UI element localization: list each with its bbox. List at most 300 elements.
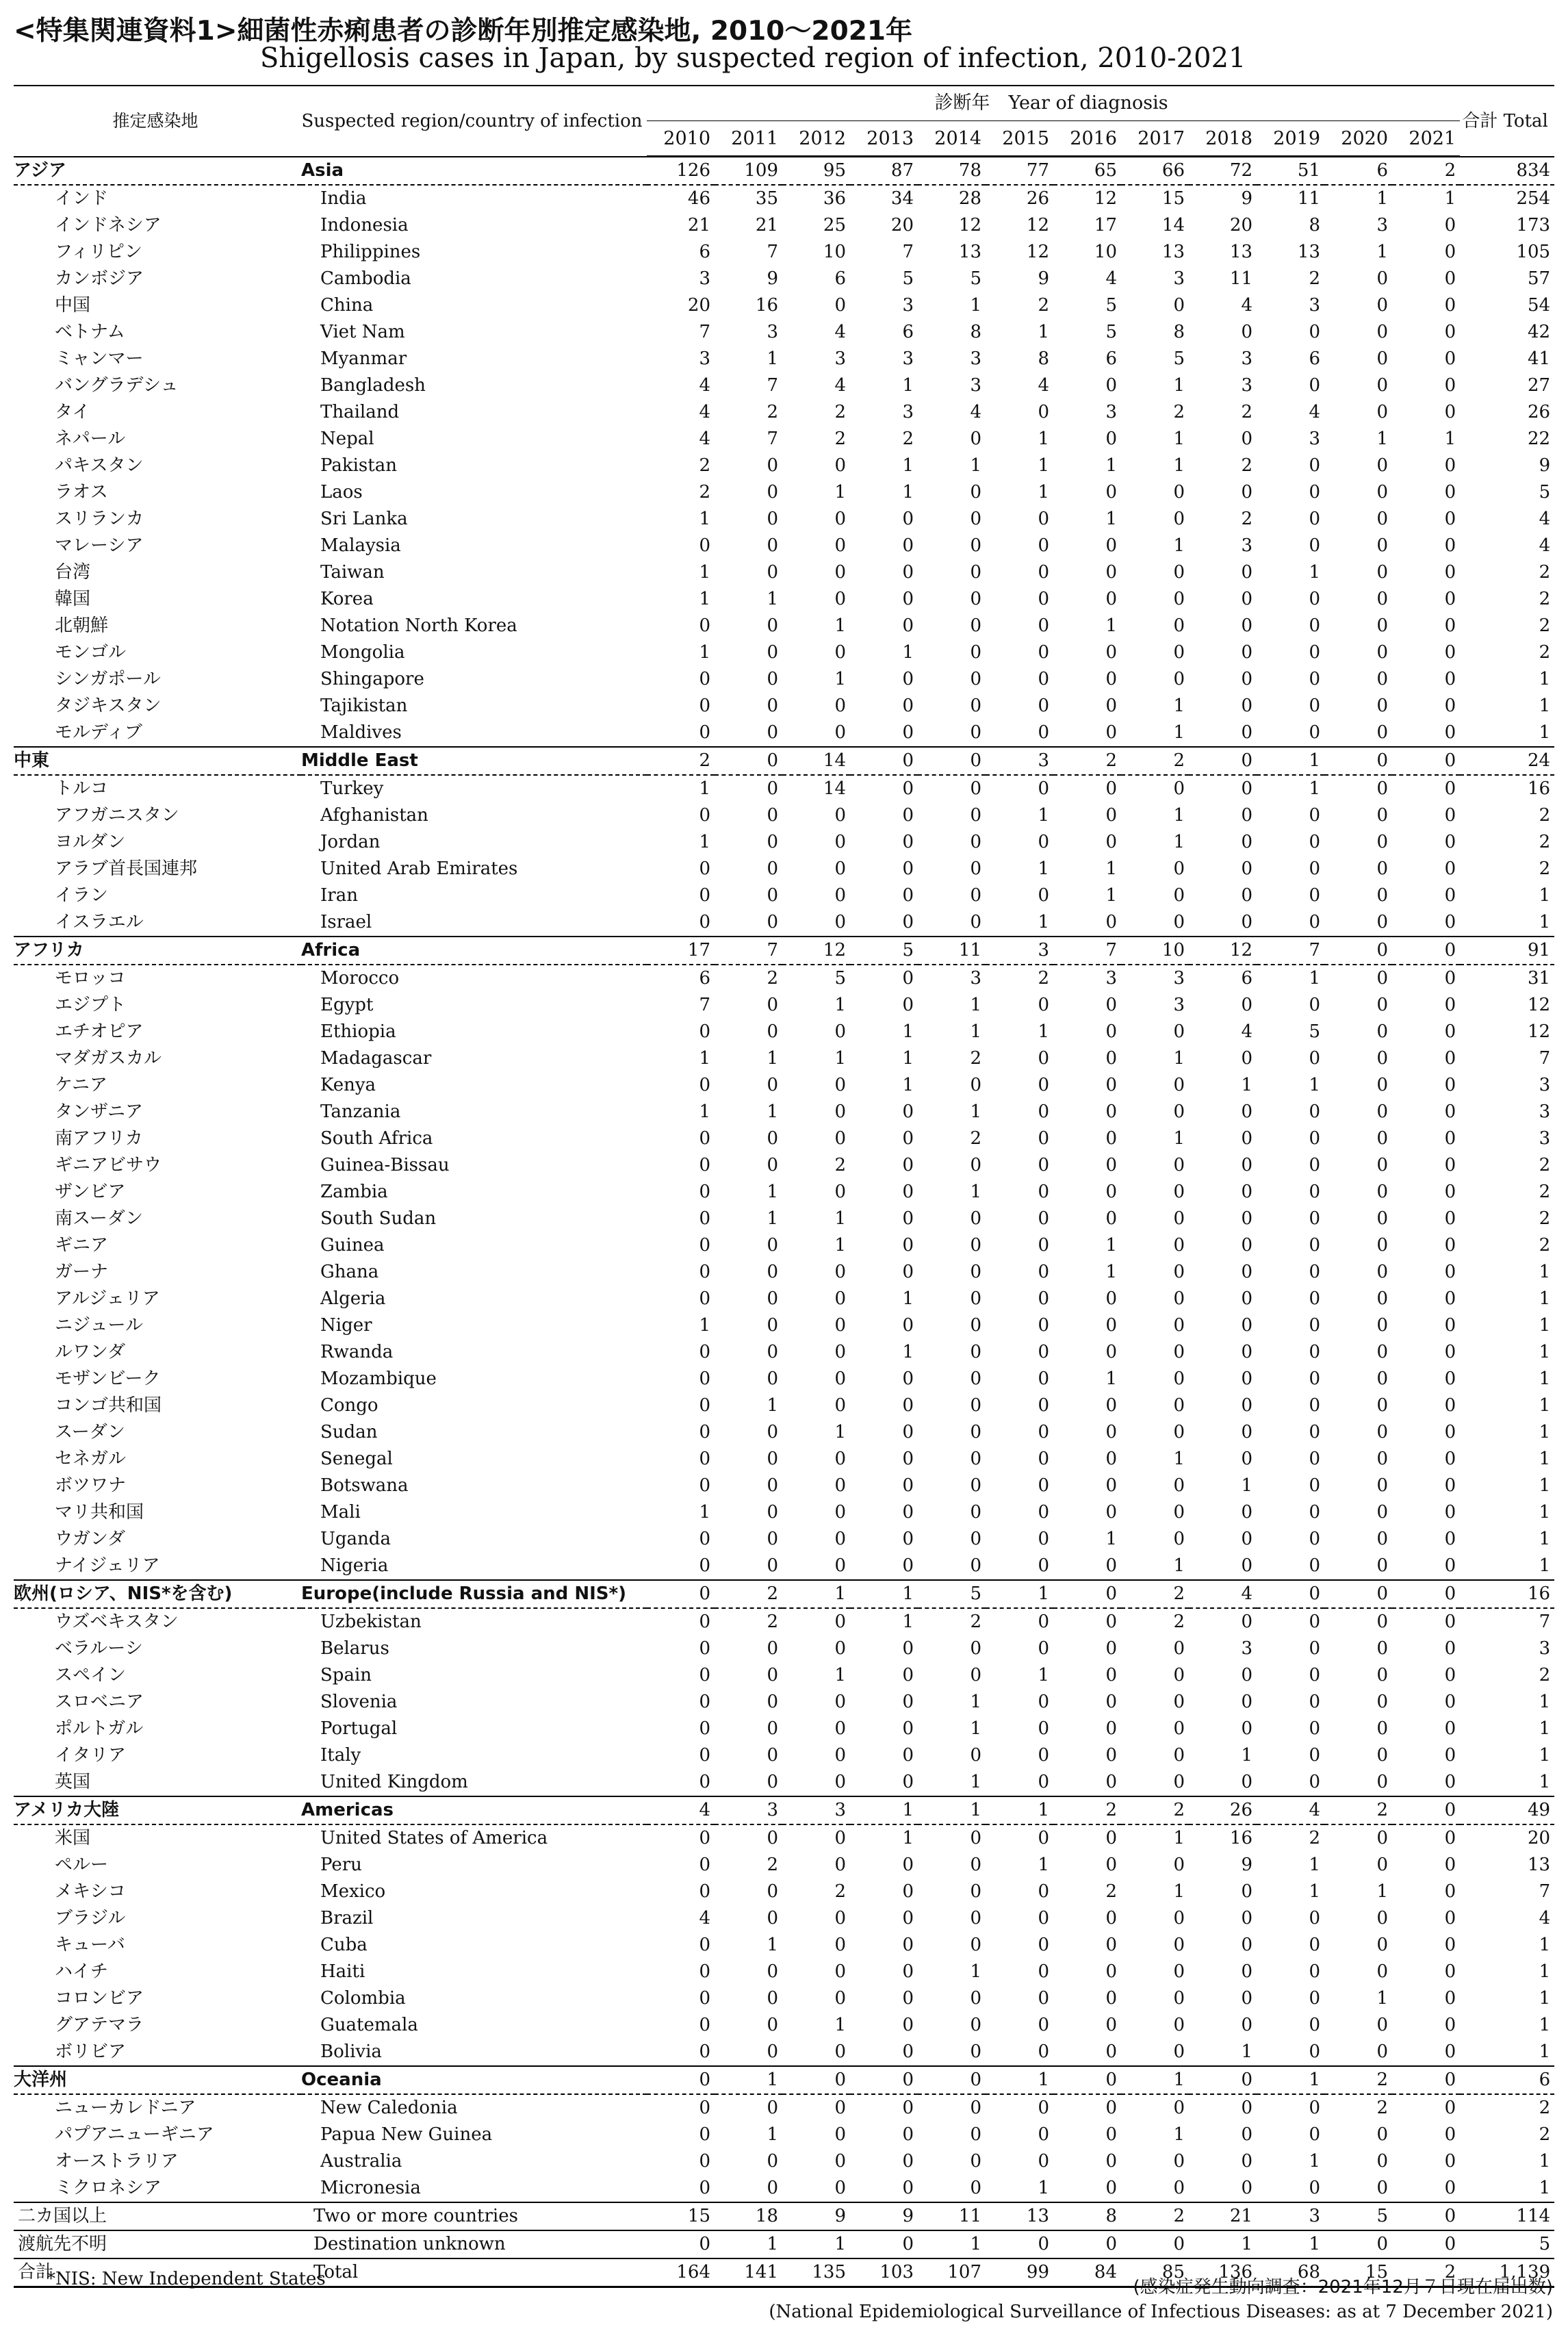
- year-count-cell: 0: [1309, 995, 1320, 1015]
- name-en-cell: Guinea-Bissau: [320, 1155, 450, 1175]
- total-cell: 4: [1539, 535, 1551, 556]
- year-count-cell: 0: [1105, 642, 1117, 663]
- total-cell: 54: [1528, 295, 1551, 316]
- year-count-cell: 3: [1105, 968, 1117, 989]
- year-count-cell: 1: [1105, 885, 1117, 906]
- total-cell: 1: [1539, 1935, 1551, 1955]
- year-count-cell: 0: [834, 455, 846, 476]
- year-count-cell: 0: [1241, 1288, 1252, 1309]
- year-count-cell: 1: [715, 2066, 782, 2094]
- country-row: [14, 909, 1554, 937]
- year-count-cell: 0: [970, 2151, 981, 2172]
- year-count-cell: 1: [699, 642, 710, 663]
- total-cell: 2: [1539, 805, 1551, 826]
- year-count-cell: 0: [1376, 375, 1388, 396]
- year-count-cell: 0: [1444, 968, 1456, 989]
- name-en-cell: New Caledonia: [320, 2098, 458, 2118]
- year-count-cell: 0: [1376, 995, 1388, 1015]
- year-count-cell: 0: [1173, 2041, 1185, 2062]
- country-row: [14, 829, 1554, 856]
- year-count-cell: 10: [823, 242, 846, 262]
- year-count-cell: 141: [715, 2258, 782, 2287]
- year-count-cell: 0: [699, 1935, 710, 1955]
- year-count-cell: 0: [902, 1718, 914, 1739]
- year-count-cell: 6: [1309, 348, 1320, 369]
- name-en-cell: United Arab Emirates: [320, 858, 518, 879]
- year-count-cell: 0: [1444, 1475, 1456, 1496]
- country-row: [14, 533, 1554, 559]
- total-cell: 2: [1539, 832, 1551, 852]
- name-jp-cell: 欧州(ロシア、NIS*を含む): [14, 1580, 301, 1608]
- year-count-cell: 1: [699, 509, 710, 529]
- summary-row: [14, 2202, 1554, 2230]
- year-count-cell: 2: [1038, 968, 1049, 989]
- country-row: [14, 802, 1554, 829]
- year-count-cell: 0: [767, 509, 778, 529]
- name-en-cell: Europe(include Russia and NIS*): [301, 1580, 647, 1608]
- year-count-cell: 0: [1444, 482, 1456, 502]
- total-cell: 1: [1539, 696, 1551, 716]
- year-count-cell: 0: [1173, 1288, 1185, 1309]
- year-count-cell: 0: [902, 589, 914, 609]
- year-count-cell: 0: [767, 2178, 778, 2198]
- year-count-cell: 0: [1241, 669, 1252, 689]
- total-cell: 1: [1539, 1988, 1551, 2009]
- year-count-cell: 1: [699, 1102, 710, 1122]
- year-count-cell: 0: [1038, 722, 1049, 743]
- name-jp-cell: エチオピア: [55, 1021, 144, 1042]
- year-count-cell: 0: [1376, 348, 1388, 369]
- year-count-cell: 0: [1309, 1262, 1320, 1282]
- year-count-cell: 9: [850, 2202, 918, 2230]
- year-count-cell: 0: [902, 1475, 914, 1496]
- name-en-cell: Egypt: [320, 995, 374, 1015]
- year-count-cell: 0: [1038, 402, 1049, 422]
- year-count-cell: 3: [902, 348, 914, 369]
- year-count-cell: 1: [834, 995, 846, 1015]
- year-count-cell: 7: [767, 242, 778, 262]
- year-count-cell: 0: [850, 747, 918, 775]
- year-count-cell: 0: [767, 885, 778, 906]
- year-count-cell: 0: [1105, 778, 1117, 799]
- year-count-cell: 0: [767, 1988, 778, 2009]
- name-jp-cell: イタリア: [55, 1745, 127, 1766]
- year-count-cell: 0: [1105, 535, 1117, 556]
- year-count-cell: 1: [767, 2124, 778, 2145]
- year-count-cell: 0: [1376, 1021, 1388, 1042]
- name-jp-cell: ハイチ: [55, 1961, 109, 1982]
- year-count-cell: 0: [1309, 1612, 1320, 1632]
- year-count-cell: 0: [902, 1638, 914, 1659]
- year-count-cell: 0: [1309, 2098, 1320, 2118]
- total-cell: 5: [1460, 2230, 1554, 2258]
- year-count-cell: 0: [1309, 1342, 1320, 1362]
- total-cell: 16: [1460, 1580, 1554, 1608]
- year-count-cell: 0: [1173, 778, 1185, 799]
- year-count-cell: 0: [1444, 535, 1456, 556]
- total-cell: 12: [1528, 995, 1551, 1015]
- year-count-cell: 1: [1189, 2230, 1257, 2258]
- name-en-cell: Total: [301, 2258, 647, 2287]
- year-count-cell: 164: [647, 2258, 715, 2287]
- year-count-cell: 0: [902, 1395, 914, 1416]
- year-count-cell: 2: [699, 455, 710, 476]
- year-count-cell: 1: [902, 1288, 914, 1309]
- total-cell: 1: [1539, 912, 1551, 932]
- year-count-cell: 0: [834, 2178, 846, 2198]
- year-count-cell: 1: [1173, 1555, 1185, 1576]
- year-count-cell: 0: [1241, 1529, 1252, 1549]
- year-count-cell: 0: [1241, 1612, 1252, 1632]
- year-count-cell: 0: [1173, 1369, 1185, 1389]
- year-count-cell: 0: [902, 1208, 914, 1229]
- year-count-cell: 0: [699, 1208, 710, 1229]
- year-count-cell: 0: [1444, 2098, 1456, 2118]
- name-en-cell: Papua New Guinea: [320, 2124, 493, 2145]
- name-jp-cell: 南アフリカ: [55, 1128, 143, 1149]
- year-count-cell: 0: [902, 2124, 914, 2145]
- year-count-cell: 0: [1444, 1772, 1456, 1792]
- name-jp-cell: ルワンダ: [55, 1342, 125, 1362]
- year-count-cell: 0: [1444, 215, 1456, 236]
- year-count-cell: 2: [1392, 157, 1460, 186]
- year-count-cell: 0: [970, 562, 981, 583]
- year-count-cell: 0: [970, 1155, 981, 1175]
- year-count-cell: 1: [1105, 1235, 1117, 1256]
- year-count-cell: 1: [1038, 1021, 1049, 1042]
- year-count-cell: 0: [1173, 2098, 1185, 2118]
- year-count-cell: 13: [1161, 242, 1185, 262]
- year-count-cell: 95: [782, 157, 850, 186]
- year-count-cell: 0: [834, 1395, 846, 1416]
- year-count-cell: 4: [647, 1796, 715, 1824]
- year-count-cell: 0: [1376, 642, 1388, 663]
- year-count-cell: 1: [699, 562, 710, 583]
- year-count-cell: 0: [1376, 268, 1388, 289]
- year-count-cell: 1: [1173, 429, 1185, 449]
- total-cell: 114: [1460, 2202, 1554, 2230]
- name-en-cell: Guinea: [320, 1235, 385, 1256]
- year-count-cell: 0: [834, 1449, 846, 1469]
- country-row: [14, 1019, 1554, 1045]
- total-cell: 1: [1539, 2151, 1551, 2172]
- year-count-cell: 0: [1105, 1475, 1117, 1496]
- year-count-cell: 0: [1241, 562, 1252, 583]
- year-count-cell: 0: [970, 912, 981, 932]
- year-count-cell: 0: [1376, 1908, 1388, 1929]
- year-count-cell: 28: [958, 188, 981, 209]
- year-count-cell: 0: [902, 2015, 914, 2035]
- total-cell: 27: [1528, 375, 1551, 396]
- year-count-cell: 0: [834, 1021, 846, 1042]
- year-count-cell: 0: [902, 1235, 914, 1256]
- year-count-cell: 12: [1026, 242, 1049, 262]
- year-count-cell: 0: [1038, 2098, 1049, 2118]
- region-row: [14, 937, 1554, 965]
- year-count-cell: 3: [902, 402, 914, 422]
- year-count-cell: 0: [1105, 1772, 1117, 1792]
- year-count-cell: 0: [1309, 1048, 1320, 1069]
- year-count-cell: 1: [986, 2066, 1053, 2094]
- year-count-cell: 1: [1105, 858, 1117, 879]
- year-count-cell: 0: [970, 1988, 981, 2009]
- year-count-cell: 0: [834, 1262, 846, 1282]
- header-year-2016: 2016: [1053, 121, 1121, 157]
- year-count-cell: 1: [1376, 1988, 1388, 2009]
- year-count-cell: 0: [1241, 2124, 1252, 2145]
- year-count-cell: 0: [1173, 2151, 1185, 2172]
- name-jp-cell: グアテマラ: [55, 2015, 144, 2035]
- year-count-cell: 0: [1444, 1935, 1456, 1955]
- name-en-cell: Philippines: [320, 242, 421, 262]
- year-count-cell: 0: [1309, 832, 1320, 852]
- year-count-cell: 0: [970, 2015, 981, 2035]
- year-count-cell: 0: [1376, 1935, 1388, 1955]
- year-count-cell: 0: [767, 1342, 778, 1362]
- total-cell: 5: [1539, 482, 1551, 502]
- year-count-cell: 0: [1444, 1908, 1456, 1929]
- year-count-cell: 0: [1105, 696, 1117, 716]
- summary-row: [14, 2230, 1554, 2258]
- year-count-cell: 0: [1444, 242, 1456, 262]
- year-count-cell: 14: [782, 747, 850, 775]
- year-count-cell: 0: [1309, 1395, 1320, 1416]
- year-count-cell: 0: [1105, 1075, 1117, 1095]
- year-count-cell: 0: [902, 509, 914, 529]
- year-count-cell: 0: [699, 1692, 710, 1712]
- year-count-cell: 0: [1241, 615, 1252, 636]
- year-count-cell: 0: [902, 2178, 914, 2198]
- year-count-cell: 3: [970, 375, 981, 396]
- year-count-cell: 0: [699, 1369, 710, 1389]
- name-en-cell: Middle East: [301, 747, 647, 775]
- year-count-cell: 0: [1105, 1961, 1117, 1982]
- year-count-cell: 0: [1038, 1262, 1049, 1282]
- header-year-2020: 2020: [1324, 121, 1392, 157]
- year-count-cell: 1: [834, 2015, 846, 2035]
- total-cell: 1: [1539, 1369, 1551, 1389]
- total-cell: 42: [1528, 322, 1551, 342]
- year-count-cell: 0: [970, 2178, 981, 2198]
- year-count-cell: 0: [1444, 1502, 1456, 1523]
- year-count-cell: 2: [767, 968, 778, 989]
- year-count-cell: 0: [970, 1422, 981, 1442]
- year-count-cell: 0: [970, 2098, 981, 2118]
- name-en-cell: Guatemala: [320, 2015, 418, 2035]
- name-jp-cell: トルコ: [55, 778, 109, 799]
- name-en-cell: Notation North Korea: [320, 615, 517, 636]
- total-cell: 2: [1539, 1182, 1551, 1202]
- year-count-cell: 0: [1309, 1128, 1320, 1149]
- total-cell: 12: [1528, 1021, 1551, 1042]
- year-count-cell: 0: [1376, 1638, 1388, 1659]
- year-count-cell: 6: [1105, 348, 1117, 369]
- year-count-cell: 0: [1444, 322, 1456, 342]
- year-count-cell: 0: [902, 885, 914, 906]
- total-cell: 41: [1528, 348, 1551, 369]
- year-count-cell: 0: [1173, 1772, 1185, 1792]
- year-count-cell: 1: [767, 1208, 778, 1229]
- year-count-cell: 0: [699, 1638, 710, 1659]
- year-count-cell: 1: [1309, 562, 1320, 583]
- year-count-cell: 99: [986, 2258, 1053, 2287]
- year-count-cell: 1: [1173, 455, 1185, 476]
- name-en-cell: Slovenia: [320, 1692, 398, 1712]
- year-count-cell: 0: [1241, 1718, 1252, 1739]
- name-en-cell: Iran: [320, 885, 358, 906]
- name-en-cell: Americas: [301, 1796, 647, 1824]
- total-cell: 1: [1539, 669, 1551, 689]
- year-count-cell: 0: [1444, 858, 1456, 879]
- year-count-cell: 2: [970, 1048, 981, 1069]
- name-jp-cell: ベトナム: [55, 322, 125, 342]
- year-count-cell: 0: [970, 1502, 981, 1523]
- year-count-cell: 0: [1376, 295, 1388, 316]
- name-jp-cell: モルディブ: [55, 722, 142, 743]
- year-count-cell: 0: [1444, 1208, 1456, 1229]
- year-count-cell: 1: [1038, 1665, 1049, 1685]
- name-en-cell: Afghanistan: [320, 805, 428, 826]
- year-count-cell: 0: [1376, 2041, 1388, 2062]
- total-cell: 4: [1539, 1908, 1551, 1929]
- year-count-cell: 4: [699, 429, 710, 449]
- total-cell: 2: [1539, 562, 1551, 583]
- year-count-cell: 1: [1241, 1745, 1252, 1766]
- year-count-cell: 0: [1105, 562, 1117, 583]
- year-count-cell: 1: [1241, 2041, 1252, 2062]
- year-count-cell: 4: [699, 402, 710, 422]
- year-count-cell: 0: [699, 2124, 710, 2145]
- year-count-cell: 0: [767, 1315, 778, 1336]
- year-count-cell: 0: [1105, 1208, 1117, 1229]
- year-count-cell: 0: [1444, 402, 1456, 422]
- country-row: [14, 1608, 1554, 1635]
- year-count-cell: 0: [834, 509, 846, 529]
- year-count-cell: 0: [767, 805, 778, 826]
- year-count-cell: 1: [902, 642, 914, 663]
- year-count-cell: 0: [834, 642, 846, 663]
- year-count-cell: 0: [1444, 295, 1456, 316]
- year-count-cell: 0: [970, 589, 981, 609]
- year-count-cell: 0: [767, 482, 778, 502]
- year-count-cell: 15: [1161, 188, 1185, 209]
- year-count-cell: 0: [1189, 2066, 1257, 2094]
- year-count-cell: 4: [699, 1908, 710, 1929]
- country-row: [14, 1526, 1554, 1553]
- name-jp-cell: ケニア: [55, 1075, 107, 1095]
- year-count-cell: 0: [834, 1961, 846, 1982]
- year-count-cell: 1: [1309, 968, 1320, 989]
- year-count-cell: 21: [687, 215, 710, 236]
- country-row: [14, 212, 1554, 239]
- year-count-cell: 1: [834, 1235, 846, 1256]
- name-jp-cell: ニジュール: [55, 1315, 143, 1336]
- year-count-cell: 0: [1173, 1075, 1185, 1095]
- year-count-cell: 0: [1038, 885, 1049, 906]
- year-count-cell: 0: [1309, 1422, 1320, 1442]
- year-count-cell: 0: [1241, 1155, 1252, 1175]
- footnote: *NIS: New Independent States: [47, 2269, 326, 2289]
- year-count-cell: 1: [782, 1580, 850, 1608]
- year-count-cell: 0: [970, 1529, 981, 1549]
- year-count-cell: 0: [767, 2151, 778, 2172]
- year-count-cell: 0: [1392, 747, 1460, 775]
- total-cell: 2: [1539, 1235, 1551, 1256]
- year-count-cell: 0: [902, 669, 914, 689]
- year-count-cell: 3: [1309, 429, 1320, 449]
- year-count-cell: 0: [1105, 1935, 1117, 1955]
- year-count-cell: 0: [1392, 2230, 1460, 2258]
- year-count-cell: 14: [1161, 215, 1185, 236]
- year-count-cell: 0: [1376, 968, 1388, 989]
- year-count-cell: 0: [1105, 1288, 1117, 1309]
- year-count-cell: 0: [1309, 696, 1320, 716]
- year-count-cell: 0: [1105, 482, 1117, 502]
- year-count-cell: 2: [1309, 268, 1320, 289]
- year-count-cell: 0: [1444, 805, 1456, 826]
- year-count-cell: 0: [699, 1529, 710, 1549]
- year-count-cell: 0: [1376, 722, 1388, 743]
- year-count-cell: 0: [970, 722, 981, 743]
- name-en-cell: Thailand: [320, 402, 400, 422]
- name-en-cell: Tajikistan: [320, 696, 408, 716]
- name-en-cell: Mongolia: [320, 642, 405, 663]
- name-en-cell: China: [320, 295, 374, 316]
- year-count-cell: 0: [834, 1075, 846, 1095]
- year-count-cell: 0: [1309, 912, 1320, 932]
- total-cell: 31: [1528, 968, 1551, 989]
- name-jp-cell: ギニア: [55, 1235, 109, 1256]
- year-count-cell: 0: [1105, 1315, 1117, 1336]
- year-count-cell: 6: [699, 968, 710, 989]
- year-count-cell: 0: [1376, 1475, 1388, 1496]
- year-count-cell: 0: [1309, 2124, 1320, 2145]
- year-count-cell: 0: [1038, 995, 1049, 1015]
- total-cell: 1: [1539, 1262, 1551, 1282]
- year-count-cell: 0: [1376, 1422, 1388, 1442]
- total-cell: 1: [1539, 1422, 1551, 1442]
- year-count-cell: 0: [699, 1395, 710, 1416]
- year-count-cell: 0: [1038, 1638, 1049, 1659]
- year-count-cell: 0: [1444, 1342, 1456, 1362]
- year-count-cell: 0: [1173, 1262, 1185, 1282]
- year-count-cell: 0: [902, 1665, 914, 1685]
- year-count-cell: 1: [1038, 912, 1049, 932]
- year-count-cell: 1: [699, 1502, 710, 1523]
- year-count-cell: 46: [687, 188, 710, 209]
- year-count-cell: 0: [767, 1529, 778, 1549]
- name-jp-cell: イラン: [55, 885, 109, 906]
- year-count-cell: 0: [1444, 1612, 1456, 1632]
- year-count-cell: 0: [1173, 1855, 1185, 1875]
- year-count-cell: 0: [1309, 1369, 1320, 1389]
- year-count-cell: 0: [1105, 1502, 1117, 1523]
- year-count-cell: 6: [1241, 968, 1252, 989]
- year-count-cell: 9: [1241, 188, 1252, 209]
- year-count-cell: 0: [970, 535, 981, 556]
- year-count-cell: 0: [1444, 832, 1456, 852]
- country-row: [14, 239, 1554, 266]
- year-count-cell: 4: [970, 402, 981, 422]
- year-count-cell: 2: [1121, 747, 1189, 775]
- year-count-cell: 0: [1376, 402, 1388, 422]
- year-count-cell: 0: [1309, 1155, 1320, 1175]
- year-count-cell: 2: [767, 1612, 778, 1632]
- year-count-cell: 6: [1324, 157, 1392, 186]
- year-count-cell: 0: [1105, 429, 1117, 449]
- country-row: [14, 1716, 1554, 1742]
- year-count-cell: 0: [699, 2041, 710, 2062]
